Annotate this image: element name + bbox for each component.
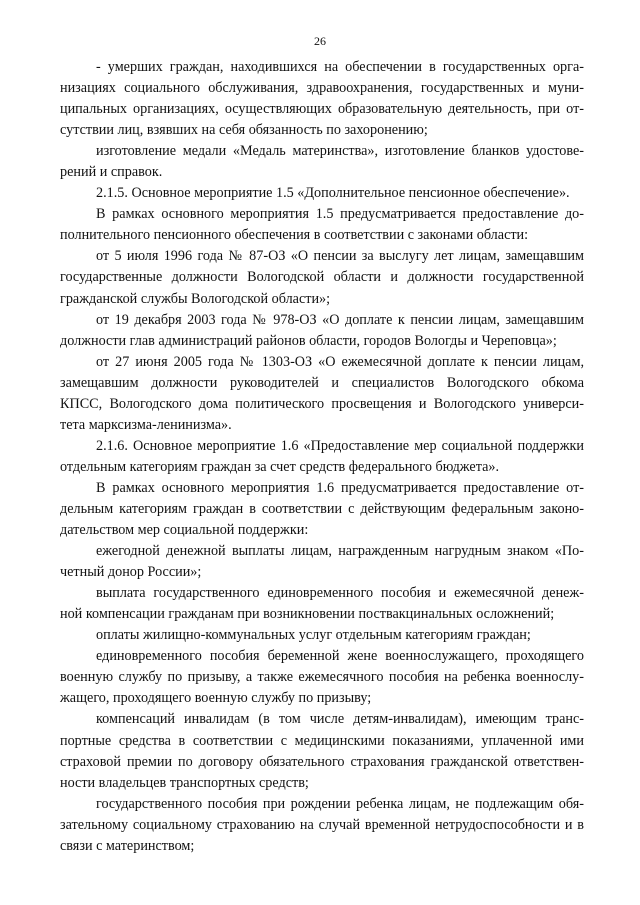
page-number: 26 [314, 34, 326, 48]
text-line: низациях социального обслуживания, здравоохранения, государственных и муни- [60, 80, 584, 97]
text-line: гражданской службы Вологодской области»; [60, 290, 331, 307]
text-line: дательством мер социальной поддержки: [60, 522, 309, 539]
text-line: сутствии лиц, взявших на себя обязанность по захоронению; [60, 122, 428, 139]
text-line: В рамках основного мероприятия 1.6 предусматривается предоставление от- [96, 479, 584, 496]
text-line: от 19 декабря 2003 года № 978-ОЗ «О доплате к пенсии лицам, замещавшим [96, 311, 584, 328]
text-line: полнительного пенсионного обеспечения в соответствии с законами области: [60, 227, 529, 244]
text-line: ности владельцев транспортных средств; [60, 774, 309, 791]
text-line: ципальных организациях, осуществляющих образовательную деятельность, при от- [60, 101, 584, 118]
text-line: государственные должности Вологодской области и должности государственной [60, 269, 584, 286]
text-line: оплаты жилищно-коммунальных услуг отдельным категориям граждан; [96, 627, 531, 644]
text-line: ежегодной денежной выплаты лицам, награжденным нагрудным знаком «По- [96, 543, 584, 560]
text-line: замещавшим должности руководителей и специалистов Вологодского обкома [60, 374, 584, 391]
text-line: зательному социальному страхованию на случай временной нетрудоспособности и в [60, 816, 584, 833]
text-line: от 27 июня 2005 года № 1303-ОЗ «О ежемесячной доплате к пенсии лицам, [96, 353, 584, 370]
text-line: от 5 июля 1996 года № 87-ОЗ «О пенсии за выслугу лет лицам, замещавшим [96, 248, 584, 265]
text-line: - умерших граждан, находившихся на обеспечении в государственных орга- [96, 59, 584, 75]
text-line: изготовление медали «Медаль материнства», изготовление бланков удостове- [96, 143, 584, 160]
text-line: должности глав администраций районов области, городов Вологды и Череповца»; [60, 332, 557, 349]
text-line: портные средства в соответствии с медицинскими показаниями, уплаченной ими [60, 732, 584, 749]
text-line: единовременного пособия беременной жене военнослужащего, проходящего [96, 648, 584, 665]
text-line: ной компенсации гражданам при возникновении поствакцинальных осложнений; [60, 606, 555, 623]
text-line: 2.1.6. Основное мероприятие 1.6 «Предоставление мер социальной поддержки [96, 437, 584, 454]
text-line: КПСС, Вологодского дома политического просвещения и Вологодского универси- [60, 395, 584, 412]
document-body [60, 57, 584, 857]
text-line: четный донор России»; [60, 564, 202, 581]
text-line: рений и справок. [60, 164, 163, 181]
text-line: В рамках основного мероприятия 1.5 предусматривается предоставление до- [96, 206, 584, 223]
text-line: выплата государственного единовременного пособия и ежемесячной денеж- [96, 585, 584, 602]
text-line: дельным категориям граждан в соответствии с действующим федеральным законо- [60, 500, 584, 517]
text-line: отдельным категориям граждан за счет средств федерального бюджета». [60, 458, 500, 475]
text-line: страховой премии по договору обязательного страхования гражданской ответствен- [60, 753, 584, 770]
text-line: тета марксизма-ленинизма». [60, 416, 232, 433]
text-line: компенсаций инвалидам (в том числе детям-инвалидам), имеющим транс- [96, 711, 584, 728]
text-line: жащего, проходящего военную службу по призыву; [60, 690, 372, 707]
text-line: государственного пособия при рождении ребенка лицам, не подлежащим обя- [96, 795, 584, 812]
text-line: связи с материнством; [60, 837, 195, 854]
text-line: 2.1.5. Основное мероприятие 1.5 «Дополнительное пенсионное обеспечение». [96, 185, 570, 202]
text-line: военную службу по призыву, а также ежемесячного пособия на ребенка военнослу- [60, 669, 584, 686]
